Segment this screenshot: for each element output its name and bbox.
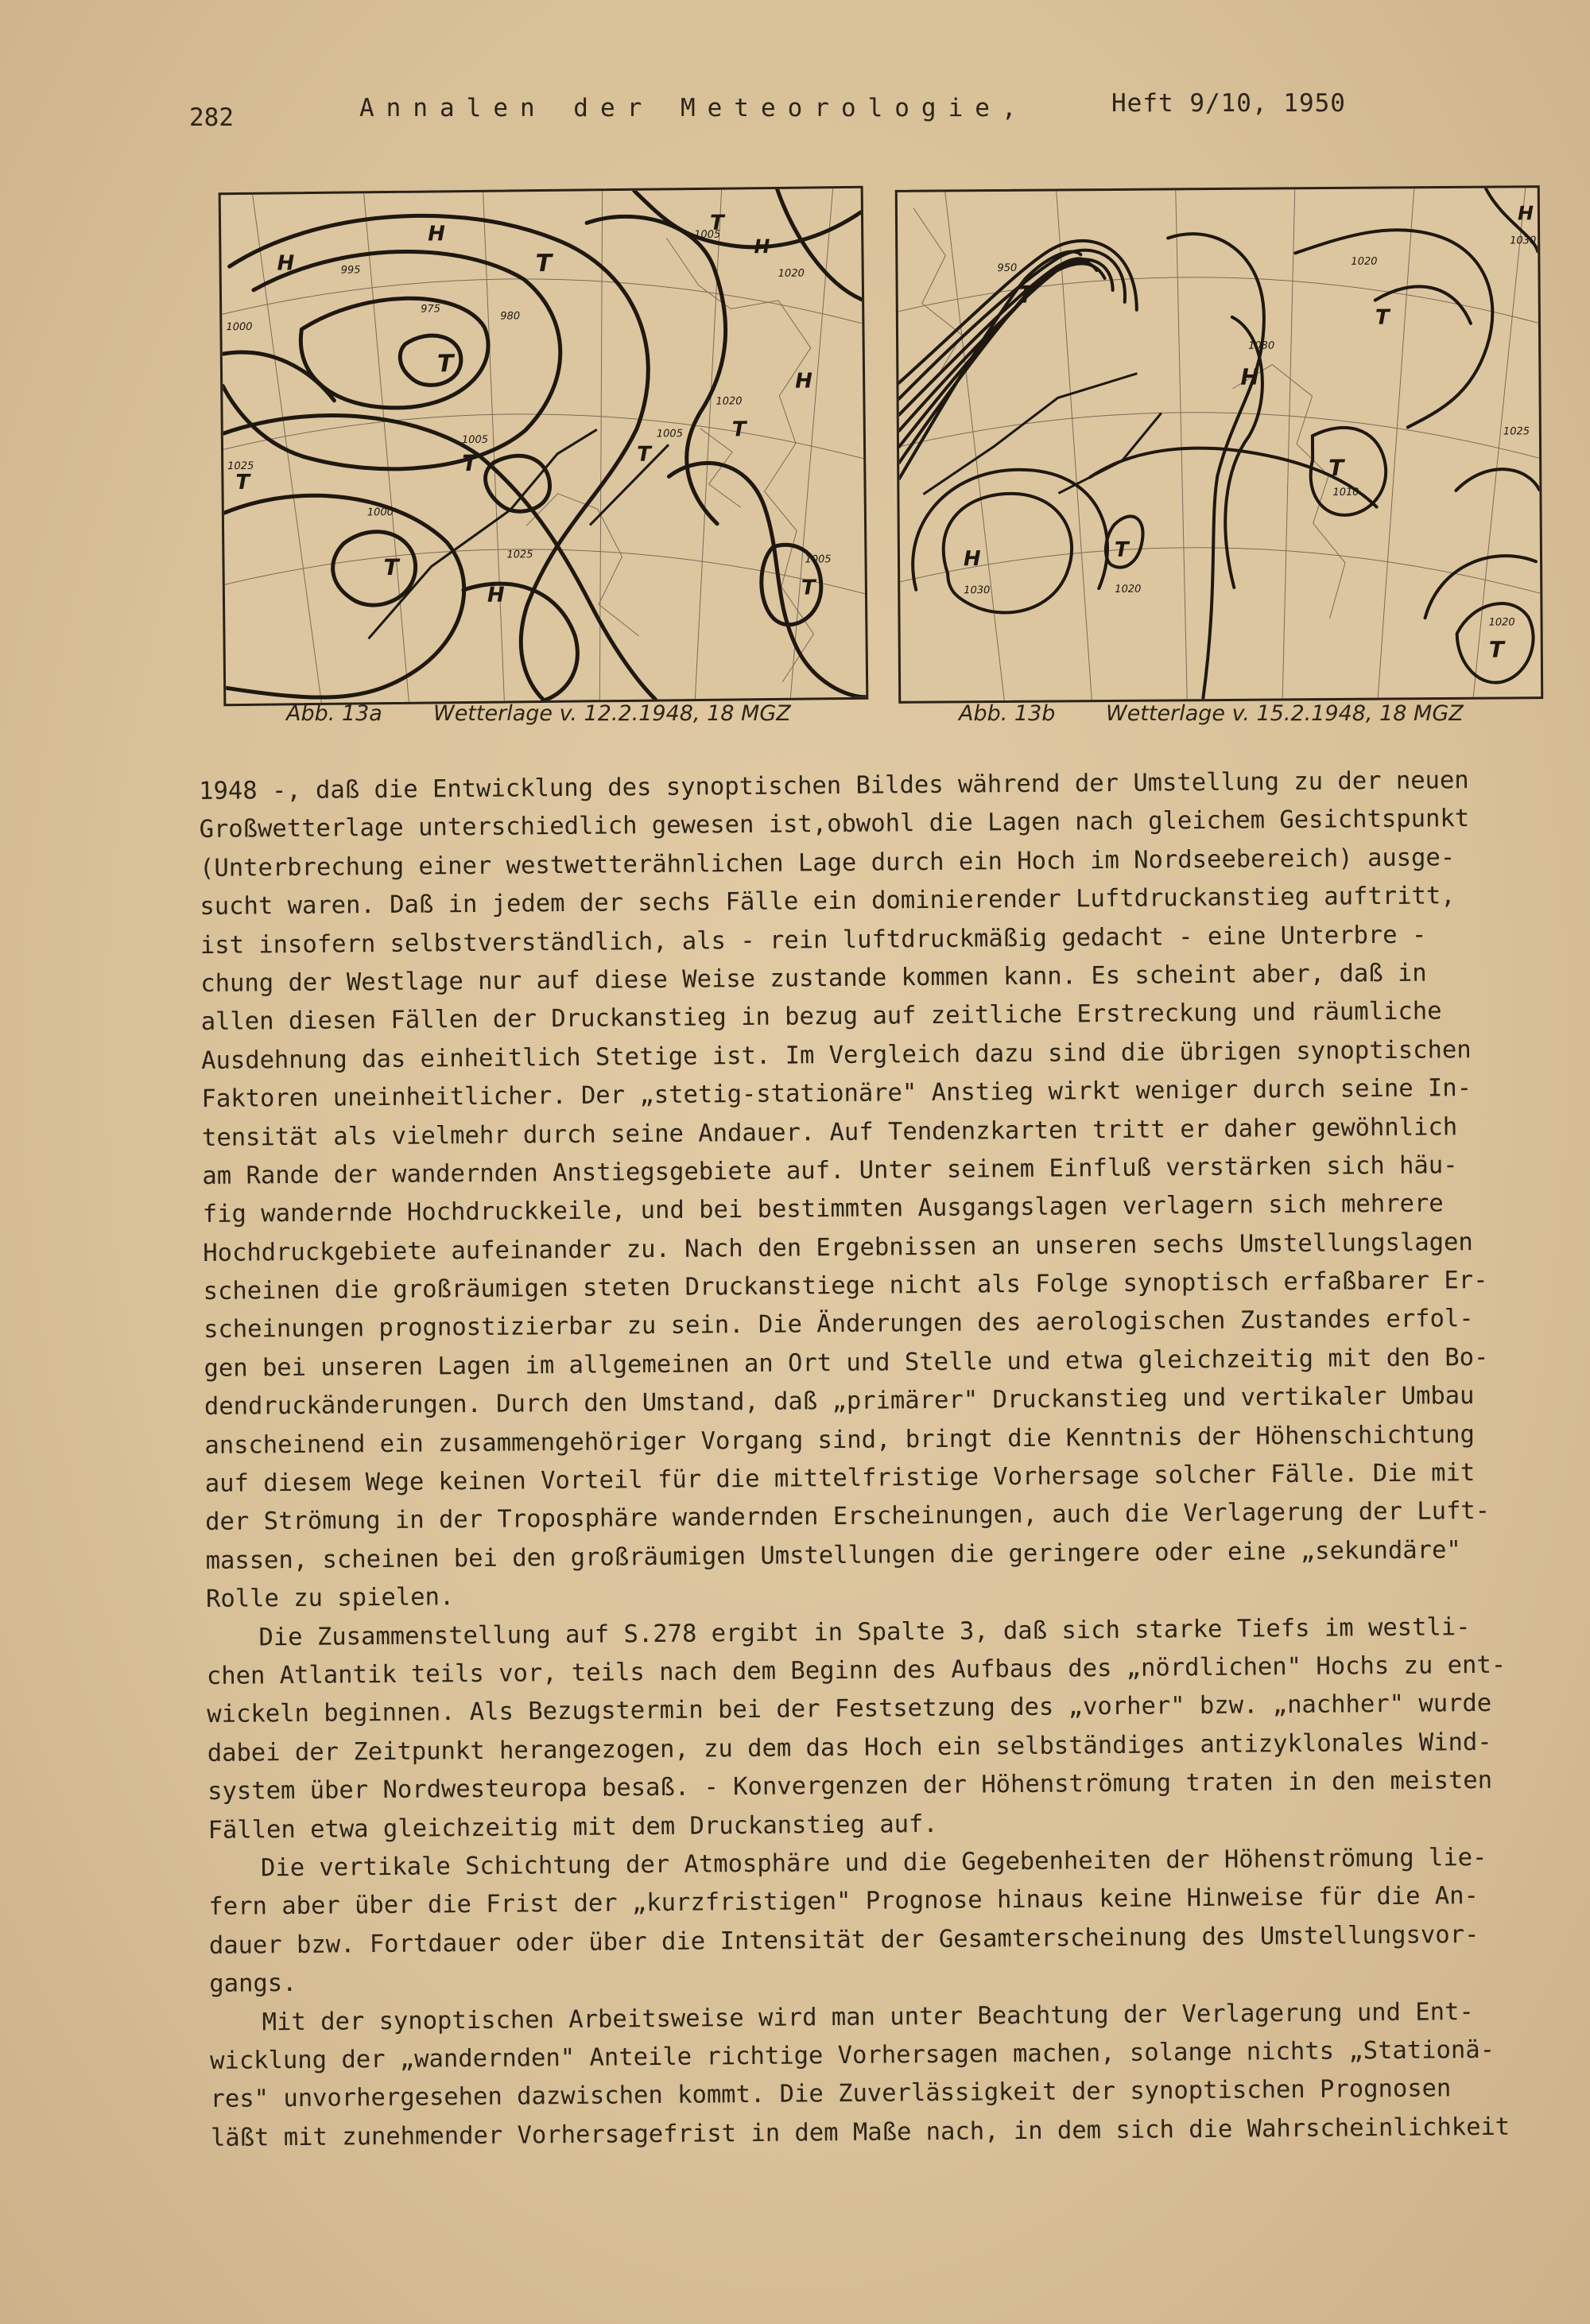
body-text	[199, 761, 1590, 2158]
text-line: am Rande der wandernden Anstiegsgebiete auf. Unter seinem Einfluß verstärken sich häu-	[202, 1151, 1458, 1190]
isobar-label: 1020	[716, 395, 743, 408]
marker-h: H	[487, 583, 505, 607]
isobar-label: 1030	[964, 584, 991, 597]
text-line: fern aber über die Frist der „kurzfristigen" Prognose hinaus keine Hinweise für die An-	[208, 1882, 1479, 1922]
text-line: chen Atlantik teils vor, teils nach dem Beginn des Aufbaus des „nördlichen" Hochs zu ent-	[206, 1651, 1507, 1690]
isobar-label: 1020	[1488, 616, 1515, 629]
marker-t: T	[535, 249, 553, 278]
marker-t: T	[383, 553, 399, 581]
text-line: Großwetterlage unterschiedlich gewesen ist,obwohl die Lagen nach gleichem Gesichtspunkt	[199, 805, 1470, 844]
text-line: res" unvorhergesehen dazwischen kommt. Die Zuverlässigkeit der synoptischen Prognosen	[210, 2074, 1452, 2114]
journal-title: Annalen der Meteorologie,	[359, 94, 1029, 122]
text-line: scheinen die großräumigen steten Druckanstiege nicht als Folge synoptisch erfaßbarer Er-	[203, 1266, 1488, 1306]
isobar-label: 1020	[1115, 583, 1142, 596]
isobar-label: 1030	[1510, 235, 1537, 247]
text-line: Mit der synoptischen Arbeitsweise wird man unter Beachtung der Verlagerung und Ent-	[262, 1997, 1474, 2036]
caption-label: Abb. 13b	[959, 701, 1056, 726]
isobar-label: 1025	[227, 460, 254, 473]
caption-13b	[959, 701, 1464, 726]
isobar-label: 980	[500, 310, 521, 323]
marker-t: T	[1017, 281, 1034, 309]
text-line: tensität als vielmehr durch seine Andauer. Auf Tendenzkarten tritt er daher gewöhnlich	[201, 1112, 1458, 1152]
marker-t: T	[709, 211, 724, 235]
text-line: läßt mit zunehmender Vorhersagefrist in dem Maße nach, in dem sich die Wahrscheinlichkeit	[210, 2113, 1510, 2152]
text-line: allen diesen Fällen der Druckanstieg in bezug auf zeitliche Erstreckung und räumliche	[200, 997, 1442, 1037]
text-line: gangs.	[209, 1969, 297, 1999]
isobar-label: 950	[997, 262, 1018, 274]
text-line: Die Zusammenstellung auf S.278 ergibt in Spalte 3, daß sich starke Tiefs im westli-	[258, 1612, 1471, 1651]
marker-t: T	[1375, 305, 1390, 330]
text-line: Hochdruckgebiete aufeinander zu. Nach den Ergebnissen an unseren sechs Umstellungslagen	[203, 1228, 1473, 1267]
marker-t: T	[636, 442, 652, 467]
isobar-label: 1000	[366, 506, 394, 519]
caption-label: Abb. 13a	[286, 701, 382, 726]
text-line: Rolle zu spielen.	[205, 1583, 455, 1614]
isobar-label: 1005	[461, 433, 489, 447]
weather-map-13a-drawing	[221, 188, 867, 704]
text-line: auf diesem Wege keinen Vorteil für die mittelfristige Vorhersage solcher Fälle. Die mit	[204, 1459, 1476, 1498]
marker-t: H	[795, 369, 813, 394]
text-line: chung der Westlage nur auf diese Weise zustande kommen kann. Es scheint aber, daß in	[200, 959, 1427, 998]
weather-map-13b	[895, 185, 1543, 704]
issue-info: Heft 9/10, 1950	[1111, 89, 1346, 118]
isobar-label: 1020	[1351, 255, 1378, 268]
text-line: Faktoren uneinheitlicher. Der „stetig-stationäre" Anstieg wirkt weniger durch seine In-	[201, 1074, 1472, 1114]
caption-title: Wetterlage v. 12.2.1948, 18 MGZ	[433, 701, 791, 726]
text-line: wicklung der „wandernden" Anteile richtige Vorhersagen machen, solange nichts „Stationä-	[209, 2035, 1495, 2075]
isobar-label: 1005	[694, 228, 721, 241]
text-line: wickeln beginnen. Als Bezugstermin bei der Festsetzung des „vorher" bzw. „nachher" wurde	[207, 1690, 1492, 1729]
marker-h: H	[754, 235, 770, 258]
isobar-label: 975	[421, 303, 441, 316]
marker-t: T	[801, 576, 816, 600]
isobar-label: 1030	[1248, 339, 1275, 352]
text-line: dabei der Zeitpunkt herangezogen, zu dem das Hoch ein selbständiges antizyklonales Wind-	[207, 1728, 1492, 1767]
text-line: fig wandernde Hochdruckkeile, und bei bestimmten Ausgangslagen verlagern sich mehrere	[202, 1189, 1444, 1229]
marker-h: T	[731, 417, 747, 442]
text-line: ist insofern selbstverständlich, als - rein luftdruckmäßig gedacht - eine Unterbre -	[200, 921, 1427, 960]
marker-t: T	[1488, 636, 1505, 663]
text-line: 1948 -, daß die Entwicklung des synoptischen Bildes während der Umstellung zu der neuen	[199, 766, 1469, 805]
text-line: dauer bzw. Fortdauer oder über die Intensität der Gesamterscheinung des Umstellungsvor-	[208, 1920, 1479, 1960]
isobar-label: 1005	[805, 553, 832, 566]
text-line: gen bei unseren Lagen im allgemeinen an Ort und Stelle und etwa gleichzeitig mit den Bo-	[204, 1343, 1489, 1383]
marker-t: T	[436, 350, 454, 378]
isobar-label: 995	[340, 264, 361, 277]
weather-map-13a	[219, 186, 869, 706]
weather-map-13b-drawing	[898, 188, 1541, 701]
caption-title: Wetterlage v. 15.2.1948, 18 MGZ	[1106, 701, 1464, 726]
text-line: Ausdehnung das einheitlich Stetige ist. Im Vergleich dazu sind die übrigen synoptischen	[201, 1035, 1472, 1075]
text-line: (Unterbrechung einer westwetterähnlichen Lage durch ein Hoch im Nordseebereich) ausge-	[199, 843, 1456, 883]
marker-h: H	[1240, 363, 1259, 390]
page-number: 282	[189, 103, 234, 132]
text-line: sucht waren. Daß in jedem der sechs Fälle ein dominierender Luftdruckanstieg auftritt,	[200, 882, 1456, 921]
text-line: massen, scheinen bei den großräumigen Umstellungen die geringere oder eine „sekundäre"	[205, 1535, 1461, 1575]
marker-h: H	[963, 547, 981, 572]
text-line: Die vertikale Schichtung der Atmosphäre und die Gegebenheiten der Höhenströmung lie-	[260, 1843, 1487, 1883]
marker-h: H	[1517, 202, 1534, 225]
text-line: system über Nordwesteuropa besaß. - Konvergenzen der Höhenströmung traten in den meisten	[207, 1767, 1493, 1806]
text-line: anscheinend ein zusammengehöriger Vorgang sind, bringt die Kenntnis der Höhenschichtung	[204, 1420, 1476, 1460]
isobar-label: 1005	[656, 428, 684, 440]
marker-t: T	[462, 449, 478, 477]
marker-t: T	[1328, 454, 1344, 482]
marker-h: H	[428, 222, 446, 246]
isobar-label: 1025	[1503, 425, 1530, 438]
marker-h: H	[277, 251, 295, 276]
text-line: Fällen etwa gleichzeitig mit dem Druckanstieg auf.	[207, 1810, 938, 1845]
marker-t: T	[1114, 537, 1129, 562]
isobar-label: 1025	[506, 549, 533, 561]
text-line: scheinungen prognostizierbar zu sein. Die Änderungen des aerologischen Zustandes erfol-	[203, 1305, 1474, 1344]
caption-13a	[286, 701, 791, 726]
text-line: der Strömung in der Troposphäre wandernden Erscheinungen, auch die Verlagerung der Luft-	[205, 1497, 1491, 1537]
isobar-label: 1020	[778, 267, 805, 280]
isobar-label: 1010	[1332, 486, 1359, 499]
text-line: dendruckänderungen. Durch den Umstand, daß „primärer" Druckanstieg und vertikaler Umbau	[204, 1382, 1475, 1422]
isobar-label: 1000	[226, 320, 253, 334]
marker-h: T	[235, 470, 250, 495]
